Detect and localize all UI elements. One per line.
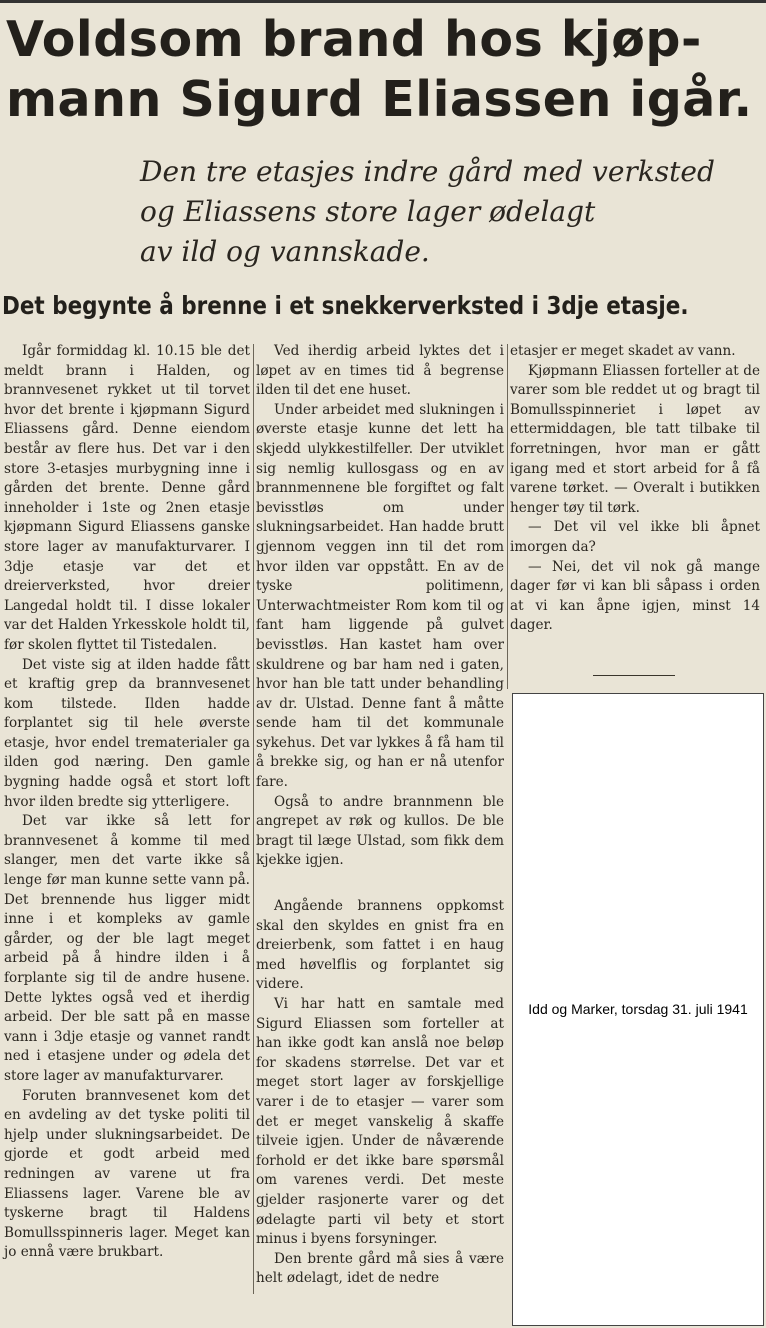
paragraph: Det viste sig at ilden hadde fått et kraftig grep da brannvesenet kom tilstede. Ilden hadde forplantet sig til hele øverste etasje, hvor endel trematerialer ga ilden god næring. Den gamle bygning hadde også et stort loft hvor ilden bredte sig ytterligere. [4, 656, 250, 810]
paragraph: Det var ikke så lett for brannvesenet å komme til med slanger, men det varte ikke så lenge før man kunne sette vann på. Det brennende hus ligger midt inne i et kompleks av gamle gårder, og der ble lagt meget arbeid på å hindre ilden i å forplante sig til de andre husene. Dette lyktes også ved et iherdig arbeid. Der ble satt på en masse vann i 3dje etasje og vannet randt ned i etasjene under og ødela det store lager av manufakturvarer. [4, 813, 250, 1084]
headline-line-1: Voldsom brand hos kjøp- [6, 11, 702, 68]
top-rule [0, 0, 766, 3]
column-divider [507, 344, 508, 689]
end-rule [593, 675, 675, 676]
paragraph: Foruten brannvesenet kom det en avdeling av det tyske politi til hjelp under slukningsarbeidet. De gjorde et godt arbeid med redningen av varene ut fra Eliassens lager. Varene ble av tyskerne bragt til Haldens Bomullsspinneris lager. Meget kan jo ennå være brukbart. [4, 1087, 250, 1261]
paragraph: etasjer er meget skadet av vann. [510, 343, 736, 359]
paragraph: Vi har hatt en samtale med Sigurd Eliassen som forteller at han ikke godt kan anslå noe beløp for skadens størrelse. Det var et meget stort lager av forskjellige varer i de to etasjer — varer som det er meget vanskelig å skaffe tilveie igjen. Under de nåværende forhold er det ikke bare spørsmål om varenes verdi. Det meste gjelder rasjonerte varer og det ødelagte parti vil bety et stort minus i byens forsyninger. [256, 996, 504, 1248]
paragraph: Igår formiddag kl. 10.15 ble det meldt brann i Halden, og brannvesenet rykket ut til torvet hvor det brente i kjøpmann Sigurd Eliassens gård. Denne eiendom består av flere hus. Det var i den store 3-etasjes murbygning inne i gården det brente. Denne gård inneholder i 1ste og 2nen etasje kjøpmann Sigurd Eliassens ganske store lager av manufakturvarer. I 3dje etasje var det et dreierverksted, hvor dreier Langedal holdt til. I disse lokaler var det Halden Yrkesskole holdt til, før skolen flyttet til Tistedalen. [4, 343, 250, 653]
article-deck: Det begynte å brenne i et snekkerverksted i 3dje etasje. [2, 291, 689, 320]
paragraph: Angående brannens oppkomst skal den skyldes en gnist fra en dreierbenk, som fattet i en haug med høvelflis og forplantet sig videre. [256, 898, 504, 993]
paragraph: Kjøpmann Eliassen forteller at de varer som ble reddet ut og bragt til Bomullsspinneriet i løpet av ettermiddagen, ble tatt tilbake til forretningen, hvor man er gått igang med et stort arbeid for å få varene tørket. — Overalt i butikken henger tøy til tørk. [510, 362, 760, 516]
article-subheadline [140, 152, 760, 272]
paragraph: Også to andre brannmenn ble angrepet av røk og kullos. De ble bragt til læge Ulstad, som fikk dem kjekke igjen. [256, 793, 504, 869]
paragraph: — Nei, det vil nok gå mange dager før vi kan bli såpass i orden at vi kan åpne igjen, minst 14 dager. [510, 558, 760, 634]
caption-box [512, 693, 764, 1326]
article-column-1 [4, 342, 250, 1263]
subhead-line-3: av ild og vannskade. [140, 235, 430, 268]
paragraph: — Det vil vel ikke bli åpnet imorgen da? [510, 519, 760, 555]
paragraph: Ved iherdig arbeid lyktes det i løpet av en times tid å begrense ilden til det ene huset. [256, 343, 504, 399]
article-column-3 [510, 342, 760, 636]
subhead-line-2: og Eliassens store lager ødelagt [140, 195, 596, 228]
caption-text: Idd og Marker, torsdag 31. juli 1941 [528, 1001, 748, 1017]
article-headline [6, 10, 762, 130]
paragraph: Under arbeidet med slukningen i øverste etasje kunne det lett ha skjedd ulykkestilfeller. Der utviklet sig nemlig kullosgass og en av brannmennene ble forgiftet og falt bevisstløs om under slukningsarbeidet. Han hadde brutt gjennom veggen inn til det rom hvor ilden var oppstått. En av de tyske politimenn, Unterwachtmeister Rom kom til og fant ham liggende på gulvet bevisstløs. Han kastet ham over skuldrene og bar ham ned i gaten, hvor han ble tatt under behandling av dr. Ulstad. Denne fant å måtte sende ham til det kommunale sykehus. Det var lykkes å få ham til å brekke sig, og han er nå utenfor fare. [256, 401, 504, 791]
article-column-2 [256, 342, 504, 1289]
paragraph: Den brente gård må sies å være helt ødelagt, idet de nedre [256, 1250, 504, 1287]
subhead-line-1: Den tre etasjes indre gård med verksted [140, 155, 715, 188]
column-divider [253, 344, 254, 1294]
headline-line-2: mann Sigurd Eliassen igår. [6, 71, 753, 128]
